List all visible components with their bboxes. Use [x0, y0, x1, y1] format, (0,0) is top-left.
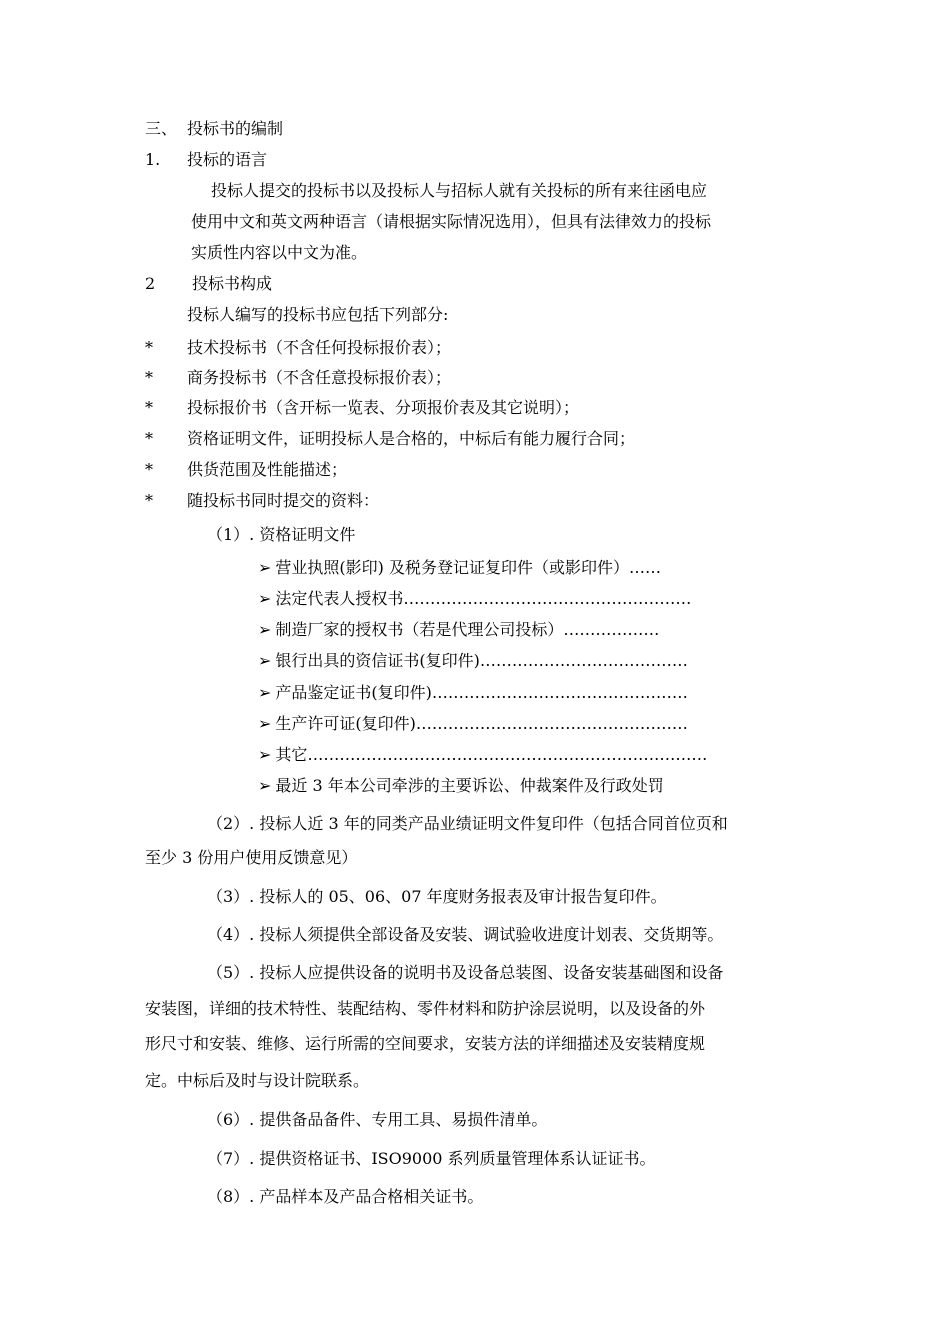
bullet-symbol: * — [145, 460, 153, 479]
sub2-line: （2）. 投标人近 3 年的同类产品业绩证明文件复印件（包括合同首位页和 — [207, 814, 728, 833]
sub4-text: （4）. 投标人须提供全部设备及安装、调试验收进度计划表、交货期等。 — [207, 925, 724, 944]
bullet-symbol: * — [145, 429, 153, 448]
arrow-list-item: ➢ 营业执照(影印) 及税务登记证复印件（或影印件）…… — [258, 558, 661, 577]
arrow-bullet-icon: ➢ — [258, 651, 272, 670]
bullet-text: 投标报价书（含开标一览表、分项报价表及其它说明）； — [187, 398, 580, 417]
sub6-text: （6）. 提供备品备件、专用工具、易损件清单。 — [207, 1110, 548, 1129]
arrow-list-item: ➢ 其它………………………………………………………………… — [258, 745, 708, 764]
sub5-line: 安装图，详细的技术特性、装配结构、零件材料和防护涂层说明，以及设备的外 — [145, 999, 706, 1018]
section-number: 三、 — [145, 119, 178, 138]
arrow-bullet-icon: ➢ — [258, 745, 272, 764]
bullet-symbol: * — [145, 338, 153, 357]
item2-number: 2 — [145, 274, 156, 293]
bullet-text: 资格证明文件，证明投标人是合格的，中标后有能力履行合同； — [187, 429, 636, 448]
item1-number: 1. — [145, 150, 161, 169]
arrow-list-item: ➢ 银行出具的资信证书(复印件)………………………………… — [258, 651, 688, 670]
arrow-bullet-icon: ➢ — [258, 683, 272, 702]
bullet-text: 技术投标书（不含任何投标报价表）； — [187, 338, 452, 357]
bullet-symbol: * — [145, 398, 153, 417]
sub8-text: （8）. 产品样本及产品合格相关证书。 — [207, 1187, 484, 1206]
arrow-bullet-icon: ➢ — [258, 714, 272, 733]
section-title: 投标书的编制 — [187, 119, 284, 138]
item1-paragraph-line: 投标人提交的投标书以及投标人与招标人就有关投标的所有来往函电应 — [211, 181, 708, 200]
item1-paragraph-line: 实质性内容以中文为准。 — [191, 243, 368, 262]
sub7-text: （7）. 提供资格证书、ISO9000 系列质量管理体系认证证书。 — [207, 1149, 656, 1168]
item2-title: 投标书构成 — [192, 274, 273, 293]
arrow-list-item: ➢ 最近 3 年本公司牵涉的主要诉讼、仲裁案件及行政处罚 — [258, 776, 664, 795]
arrow-list-item: ➢ 产品鉴定证书(复印件)………………………………………… — [258, 683, 688, 702]
sub5-line: 定。中标后及时与设计院联系。 — [145, 1071, 370, 1090]
bullet-text: 商务投标书（不含任意投标报价表）； — [187, 368, 452, 387]
arrow-bullet-icon: ➢ — [258, 620, 272, 639]
bullet-symbol: * — [145, 368, 153, 387]
arrow-bullet-icon: ➢ — [258, 589, 272, 608]
item1-paragraph-line: 使用中文和英文两种语言（请根据实际情况选用），但具有法律效力的投标 — [191, 212, 712, 231]
arrow-list-item: ➢ 制造厂家的授权书（若是代理公司投标）……………… — [258, 620, 660, 639]
bullet-text: 随投标书同时提交的资料： — [187, 491, 380, 510]
bullet-symbol: * — [145, 491, 153, 510]
sub2-line: 至少 3 份用户使用反馈意见） — [145, 848, 358, 867]
item1-title: 投标的语言 — [187, 150, 268, 169]
sub5-line: 形尺寸和安装、维修、运行所需的空间要求，安装方法的详细描述及安装精度规 — [145, 1034, 706, 1053]
arrow-list-item: ➢ 法定代表人授权书……………………………………………… — [258, 589, 692, 608]
sub1-title: （1）. 资格证明文件 — [207, 525, 356, 544]
item2-intro: 投标人编写的投标书应包括下列部分: — [187, 305, 449, 324]
arrow-bullet-icon: ➢ — [258, 558, 272, 577]
sub3-text: （3）. 投标人的 05、06、07 年度财务报表及审计报告复印件。 — [207, 887, 667, 906]
arrow-bullet-icon: ➢ — [258, 776, 272, 795]
sub5-line: （5）. 投标人应提供设备的说明书及设备总装图、设备安装基础图和设备 — [207, 963, 724, 982]
bullet-text: 供货范围及性能描述； — [187, 460, 348, 479]
arrow-list-item: ➢ 生产许可证(复印件)…………………………………………… — [258, 714, 688, 733]
